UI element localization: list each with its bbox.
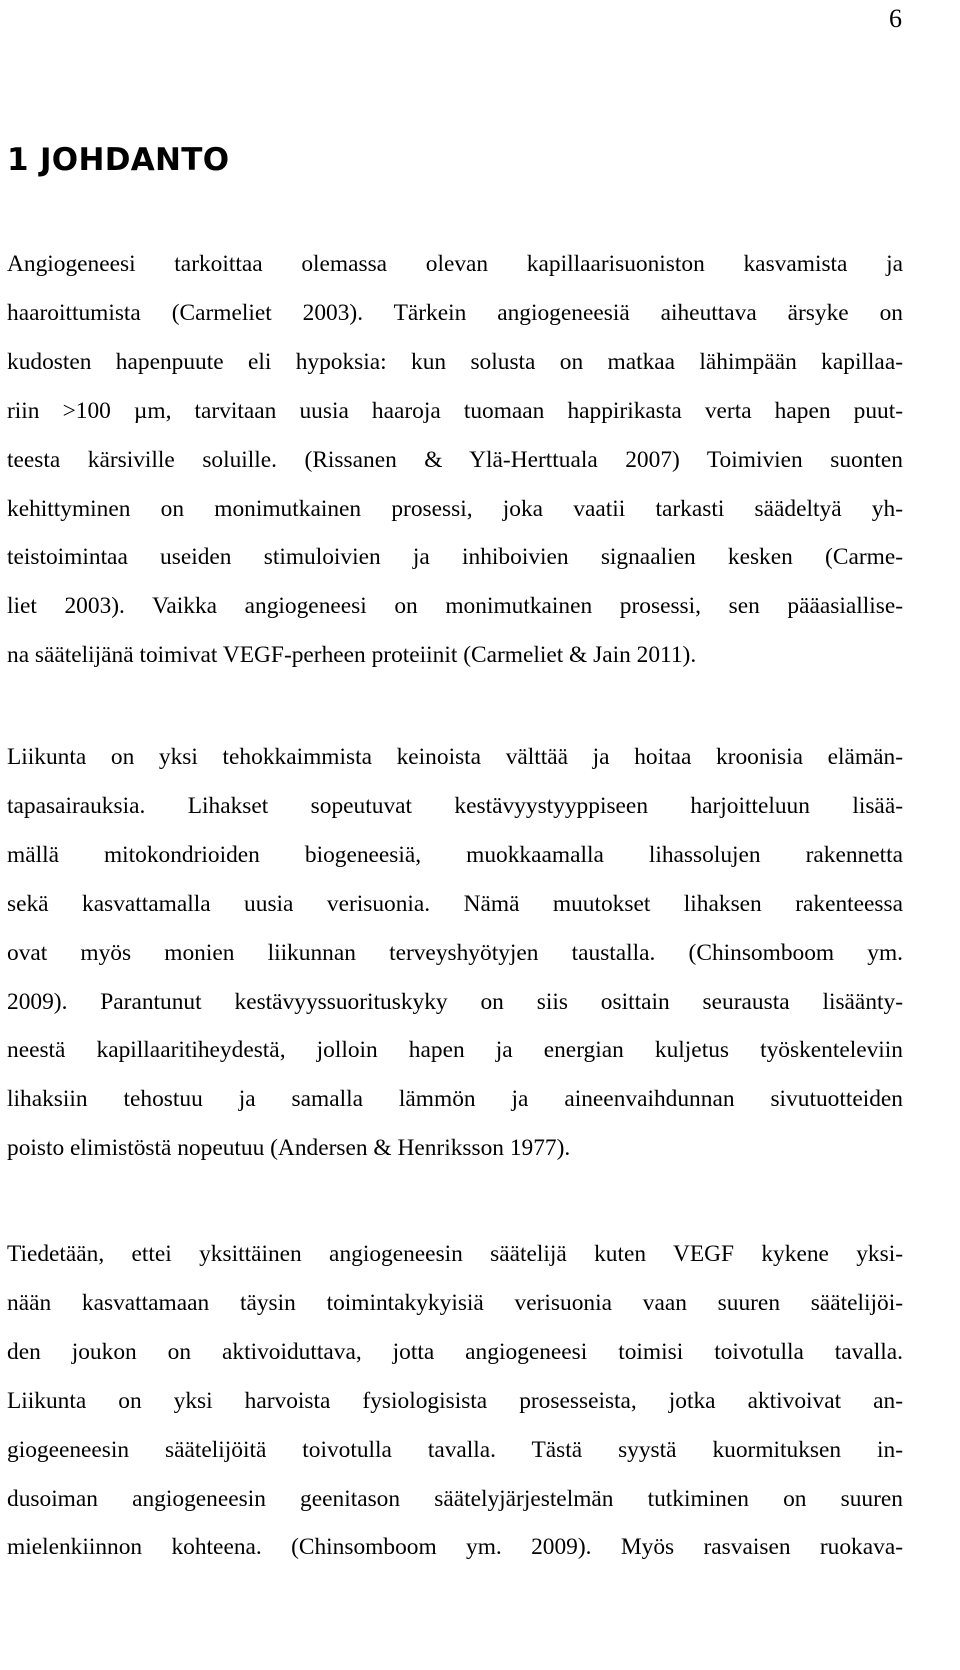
paragraph-line: Angiogeneesi tarkoittaa olemassa olevan kapillaarisuoniston kasvamista ja: [7, 251, 903, 277]
page-number: 6: [889, 4, 902, 33]
paragraph-line: nään kasvattamaan täysin toimintakykyisiä verisuonia vaan suuren säätelijöi-: [7, 1289, 903, 1316]
paragraph-line: poisto elimistöstä nopeutuu (Andersen & Henriksson 1977).: [7, 1135, 571, 1162]
paragraph-line: tapasairauksia. Lihakset sopeutuvat kestävyystyyppiseen harjoitteluun lisää-: [7, 792, 903, 819]
section-heading: 1 JOHDANTO: [7, 142, 230, 178]
paragraph-1: [7, 240, 903, 680]
paragraph-line: kehittyminen on monimutkainen prosessi, joka vaatii tarkasti säädeltyä yh-: [7, 495, 903, 522]
paragraph-line: haaroittumista (Carmeliet 2003). Tärkein angiogeneesiä aiheuttava ärsyke on: [7, 299, 903, 326]
paragraph-line: dusoiman angiogeneesin geenitason säätelyjärjestelmän tutkiminen on suuren: [7, 1485, 903, 1512]
paragraph-line: liet 2003). Vaikka angiogeneesi on monimutkainen prosessi, sen pääasiallise-: [7, 593, 903, 620]
paragraph-3: [7, 1230, 903, 1572]
paragraph-2: [7, 733, 903, 1173]
paragraph-line: na säätelijänä toimivat VEGF-perheen proteiinit (Carmeliet & Jain 2011).: [7, 642, 697, 669]
paragraph-line: ovat myös monien liikunnan terveyshyötyjen taustalla. (Chinsomboom ym.: [7, 939, 903, 966]
paragraph-line: giogeeneesin säätelijöitä toivotulla tavalla. Tästä syystä kuormituksen in-: [7, 1436, 903, 1463]
paragraph-line: lihaksiin tehostuu ja samalla lämmön ja aineenvaihdunnan sivutuotteiden: [7, 1086, 903, 1113]
paragraph-line: Liikunta on yksi harvoista fysiologisista prosesseista, jotka aktivoivat an-: [7, 1387, 903, 1414]
paragraph-line: Tiedetään, ettei yksittäinen angiogeneesin säätelijä kuten VEGF kykene yksi-: [7, 1241, 903, 1267]
paragraph-line: 2009). Parantunut kestävyyssuorituskyky on siis osittain seurausta lisäänty-: [7, 988, 903, 1015]
paragraph-line: Liikunta on yksi tehokkaimmista keinoista välttää ja hoitaa kroonisia elämän-: [7, 744, 903, 770]
paragraph-line: neestä kapillaaritiheydestä, jolloin hapen ja energian kuljetus työskenteleviin: [7, 1037, 903, 1064]
paragraph-line: riin >100 µm, tarvitaan uusia haaroja tuomaan happirikasta verta hapen puut-: [7, 397, 903, 424]
paragraph-line: kudosten hapenpuute eli hypoksia: kun solusta on matkaa lähimpään kapillaa-: [7, 348, 903, 375]
paragraph-line: mällä mitokondrioiden biogeneesiä, muokkaamalla lihassolujen rakennetta: [7, 841, 903, 868]
paragraph-line: den joukon on aktivoiduttava, jotta angiogeneesi toimisi toivotulla tavalla.: [7, 1338, 903, 1365]
paragraph-line: sekä kasvattamalla uusia verisuonia. Nämä muutokset lihaksen rakenteessa: [7, 890, 903, 917]
paragraph-line: teistoimintaa useiden stimuloivien ja inhiboivien signaalien kesken (Carme-: [7, 544, 903, 571]
paragraph-line: teesta kärsiville soluille. (Rissanen & Ylä-Herttuala 2007) Toimivien suonten: [7, 446, 903, 473]
paragraph-line: mielenkiinnon kohteena. (Chinsomboom ym. 2009). Myös rasvaisen ruokava-: [7, 1534, 903, 1561]
